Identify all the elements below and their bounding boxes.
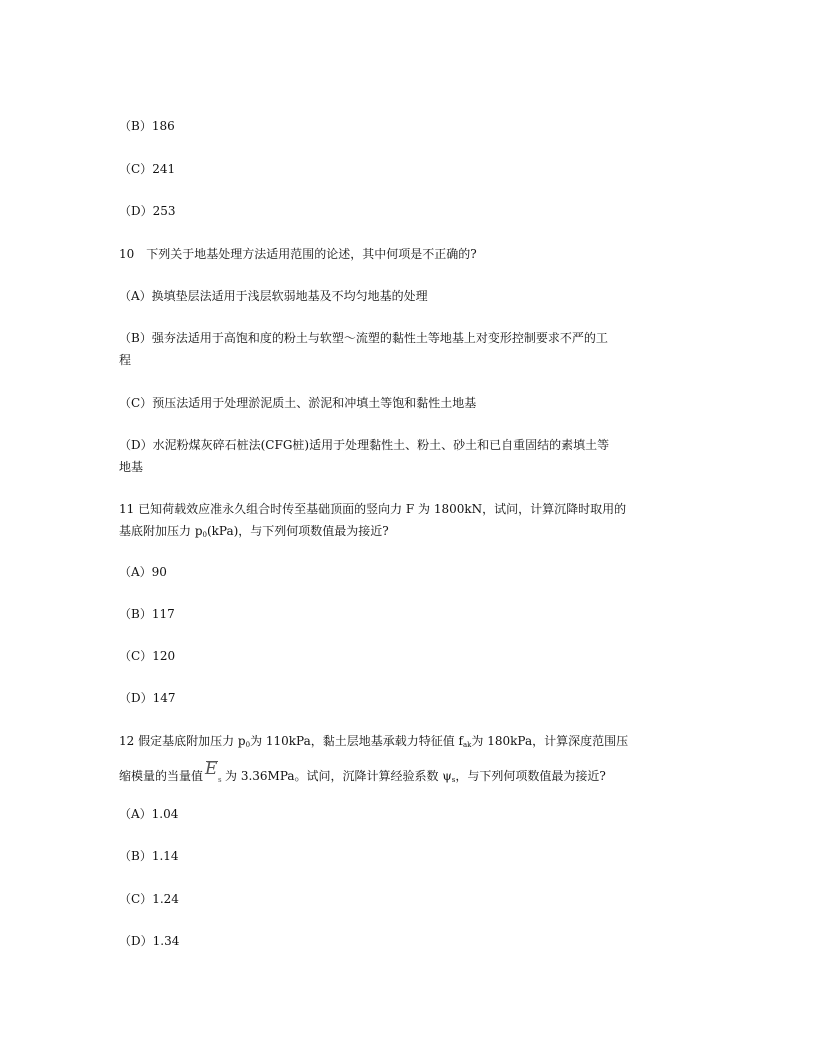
option-text: 水泥粉煤灰碎石桩法(CFG桩)适用于处理黏性土、粉土、砂土和已自重固结的素填土等: [152, 438, 610, 452]
subscript: 0: [202, 531, 207, 539]
option-label: （C）: [119, 162, 153, 176]
q11-option-a: [119, 560, 699, 584]
q12-stem-text: 为 110kPa，黏土层地基承载力特征值 f: [250, 734, 463, 748]
option-label: （C）: [119, 649, 153, 663]
option-label: （D）: [119, 934, 153, 948]
option-value: 186: [151, 119, 175, 133]
q12-stem-text: ，与下列何项数值最为接近?: [455, 769, 606, 783]
option-value: 1.14: [151, 849, 179, 863]
q11-option-b: [119, 602, 699, 626]
q11-stem-text: 基底附加压力 p: [119, 524, 203, 538]
option-text: 强夯法适用于高饱和度的粉土与软塑～流塑的黏性土等地基上对变形控制要求不严的工: [151, 331, 608, 345]
option-label: （A）: [119, 565, 152, 579]
option-label: （A）: [119, 289, 152, 303]
option-value: 253: [152, 204, 176, 218]
option-value: 1.34: [152, 934, 180, 948]
q12-stem-text: 缩模量的当量值: [119, 769, 204, 783]
option-value: 117: [151, 607, 175, 621]
subscript: 0: [245, 741, 251, 749]
q11-stem-line1: 11 已知荷载效应准永久组合时传至基础顶面的竖向力 F 为 1800kN，试问，计算沉降时取用的: [119, 502, 627, 516]
q10-option-c: [119, 391, 699, 415]
q12-option-c: [119, 887, 699, 911]
q12-stem-text: 12 假定基底附加压力 p: [119, 734, 246, 748]
option-label: （D）: [119, 438, 153, 452]
option-label: （C）: [119, 892, 153, 906]
q12-option-a: [119, 802, 699, 826]
subscript: ak: [463, 741, 472, 749]
option-text: 换填垫层法适用于浅层软弱地基及不均匀地基的处理: [151, 289, 428, 303]
q11-stem-text: (kPa)，与下列何项数值最为接近?: [206, 524, 389, 538]
q11-stem-line2: [119, 519, 699, 543]
q10-option-d-cont: 地基: [119, 460, 144, 474]
option-label: （B）: [119, 119, 152, 133]
q12-option-d: [119, 929, 699, 953]
option-label: （A）: [119, 807, 152, 821]
option-label: （D）: [119, 691, 153, 705]
q12-stem-text: 为 3.36MPa。试问，沉降计算经验系数 ψ: [225, 769, 452, 783]
q12-option-b: [119, 844, 699, 868]
q10-stem: 10 下列关于地基处理方法适用范围的论述，其中何项是不正确的?: [119, 247, 477, 261]
option-label: （B）: [119, 849, 152, 863]
q10-option-d: [119, 433, 699, 457]
q11-option-c: [119, 644, 699, 668]
option-label: （B）: [119, 607, 152, 621]
option-label: （B）: [119, 331, 152, 345]
option-value: 120: [152, 649, 176, 663]
option-value: 1.04: [151, 807, 179, 821]
q12-stem-line1: [119, 729, 699, 753]
q12-stem-line2: [119, 760, 699, 788]
equivalent-modulus-symbol: E s: [205, 759, 222, 784]
option-value: 90: [151, 565, 167, 579]
q10-option-b: [119, 326, 699, 350]
q11-option-d: [119, 686, 699, 710]
option-value: 147: [152, 691, 176, 705]
q9-option-b: [119, 114, 699, 138]
q10-option-b-cont: 程: [119, 353, 132, 367]
option-label: （D）: [119, 204, 153, 218]
q9-option-c: [119, 157, 699, 181]
option-value: 1.24: [152, 892, 179, 906]
option-value: 241: [152, 162, 176, 176]
subscript: s: [451, 776, 456, 784]
q12-stem-text: 为 180kPa，计算深度范围压: [471, 734, 629, 748]
q10-option-a: [119, 284, 699, 308]
q9-option-d: [119, 199, 699, 223]
option-label: （C）: [119, 396, 153, 410]
option-text: 预压法适用于处理淤泥质土、淤泥和冲填土等饱和黏性土地基: [152, 396, 477, 410]
